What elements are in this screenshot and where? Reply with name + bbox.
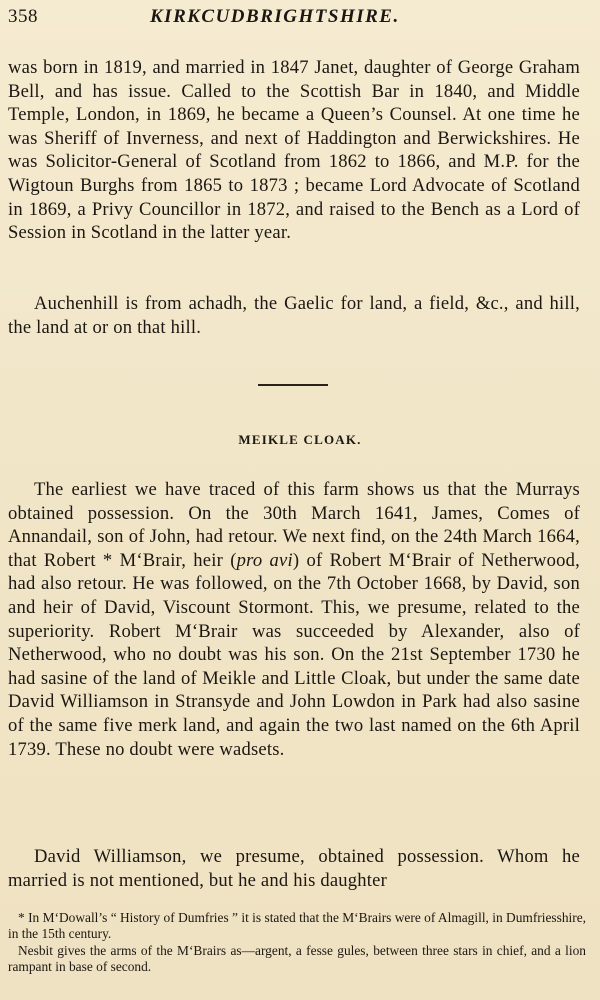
running-title: KIRKCUDBRIGHTSHIRE. — [150, 6, 400, 27]
footnote-1 — [8, 910, 586, 943]
paragraph-3-text-b: ) of Robert M‘Brair of Netherwood, had also retour. He was followed, on the 7th October 1668, by David, son and heir of David, Viscount Stormont. This, we presume, related to the superiority. Robert M‘Brair was succeeded by Alexander, also of Netherwood, who no doubt was his son. On the 21st September 1730 he had sasine of the land of Meikle and Little Cloak, but under the same date David Williamson in Stransyde and John Lowdon in Park had also sasine of the same five merk land, and again the two last named on the 6th April 1739. These no doubt were wadsets. — [8, 549, 581, 760]
section-divider — [258, 384, 328, 386]
page-header — [8, 6, 586, 30]
section-heading: MEIKLE CLOAK. — [238, 432, 362, 447]
footnote-2-text: Nesbit gives the arms of the M‘Brairs as—argent, a fesse gules, between three stars in chief, and a lion rampant in base of second. — [8, 942, 586, 975]
paragraph-4-text: David Williamson, we presume, obtained possession. Whom he married is not mentioned, but he and his daughter — [8, 846, 580, 891]
footnote-2 — [8, 943, 586, 976]
paragraph-2-text: Auchenhill is from achadh, the Gaelic for land, a field, &c., and hill, the land at or on that hill. — [8, 293, 580, 338]
body-paragraph-1: was born in 1819, and married in 1847 Janet, daughter of George Graham Bell, and has issue. Called to the Scottish Bar in 1840, and Middle Temple, London, in 1869, he became a Queen’s Counsel. At one time he was Sheriff of Inverness, and next of Haddington and Berwickshires. He was Solicitor-General of Scotland from 1862 to 1866, and M.P. for the Wigtoun Burghs from 1865 to 1873 ; became Lord Advocate of Scotland in 1869, a Privy Councillor in 1872, and raised to the Bench as a Lord of Session in Scotland in the latter year. — [8, 57, 580, 244]
paragraph-3-italic: pro avi — [236, 549, 293, 571]
body-paragraph-4 — [8, 845, 580, 892]
body-paragraph-3 — [8, 478, 580, 761]
footnotes — [8, 910, 586, 976]
body-paragraph-2 — [8, 292, 580, 339]
footnote-1-text: * In M‘Dowall’s “ History of Dumfries ” it is stated that the M‘Brairs were of Almagill, in Dumfriesshire, in the 15th century. — [8, 910, 586, 942]
page-number: 358 — [8, 6, 38, 27]
paragraph-3-text-a: The earliest we have traced of this farm shows us that the Murrays obtained possession. On the 30th March 1641, James, Comes of Annandail, son of John, had retour. We next find, on the 24th March 1664, that Robert * M‘Brair, heir ( — [8, 479, 580, 571]
